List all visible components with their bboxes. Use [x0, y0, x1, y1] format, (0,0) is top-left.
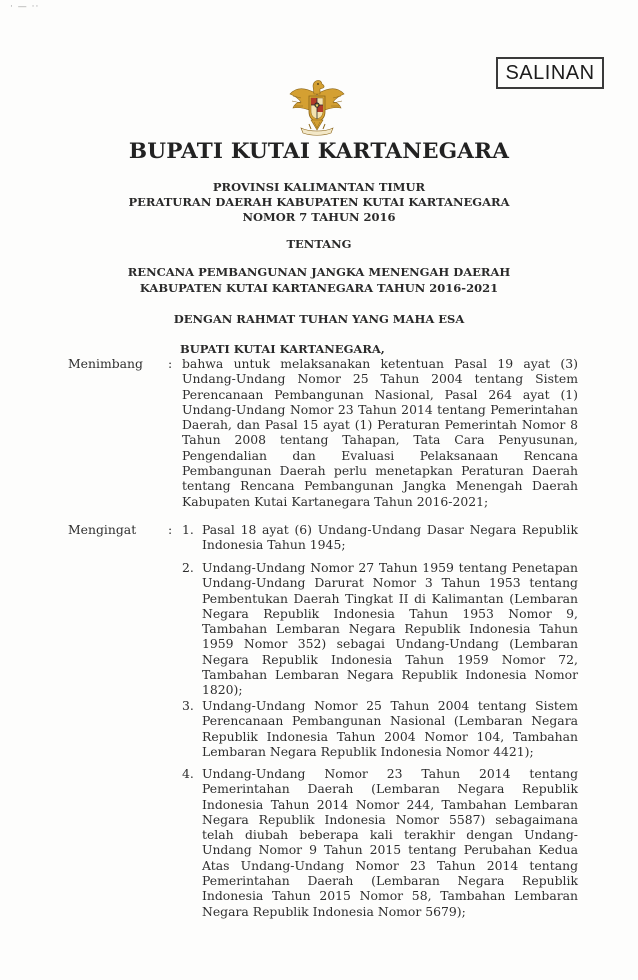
mengingat-item-text: Undang-Undang Nomor 23 Tahun 2014 tentang Pemerintahan Daerah (Lembaran Negara Republik Indonesia Tahun 2014 Nomor 244, Tambahan Lembaran Negara Republik Indonesia Nomor 5587) sebagaimana telah diubah beberapa kali terakhir dengan Undang-Undang Nomor 9 Tahun 2015 tentang Perubahan Kedua Atas Undang-Undang Nomor 23 Tahun 2014 tentang Pemerintahan Daerah (Lembaran Negara Republik Indonesia Tahun 2015 Nomor 58, Tambahan Lembaran Negara Republik Indonesia Nomor 5679); — [202, 766, 578, 919]
mengingat-item-number: 2. — [182, 560, 194, 575]
enacting-authority: BUPATI KUTAI KARTANEGARA, — [180, 342, 385, 356]
mengingat-item-number: 3. — [182, 698, 194, 713]
regulation-number-heading: NOMOR 7 TAHUN 2016 — [242, 210, 396, 224]
invocation-heading: DENGAN RAHMAT TUHAN YANG MAHA ESA — [173, 312, 465, 326]
menimbang-text: bahwa untuk melaksanakan ketentuan Pasal 19 ayat (3) Undang-Undang Nomor 25 Tahun 2004 tentang Sistem Perencanaan Pembangunan Nasional, Pasal 264 ayat (1) Undang-Undang Nomor 23 Tahun 2014 tentang Pemerintahan Daerah, dan Pasal 15 ayat (1) Peraturan Pemerintah Nomor 8 Tahun 2008 tentang Tahapan, Tata Cara Penyusunan, Pengendalian dan Evaluasi Pelaksanaan Rencana Pembangunan Daerah perlu menetapkan Peraturan Daerah tentang Rencana Pembangunan Jangka Menengah Daerah Kabupaten Kutai Kartanegara Tahun 2016-2021; — [182, 356, 578, 509]
mengingat-item-text: Pasal 18 ayat (6) Undang-Undang Dasar Negara Republik Indonesia Tahun 1945; — [202, 522, 578, 553]
mengingat-item-text: Undang-Undang Nomor 25 Tahun 2004 tentang Sistem Perencanaan Pembangunan Nasional (Lembaran Negara Republik Indonesia Tahun 2004 Nomor 104, Tambahan Lembaran Negara Republik Indonesia Nomor 4421); — [202, 698, 578, 759]
subject-heading-line2: KABUPATEN KUTAI KARTANEGARA TAHUN 2016-2021 — [139, 281, 499, 295]
mengingat-colon: : — [168, 522, 173, 537]
mengingat-item-number: 1. — [182, 522, 194, 537]
mengingat-label: Mengingat — [68, 522, 137, 537]
mengingat-item-text: Undang-Undang Nomor 27 Tahun 1959 tentang Penetapan Undang-Undang Darurat Nomor 3 Tahun 1953 tentang Pembentukan Daerah Tingkat II di Kalimantan (Lembaran Negara Republik Indonesia Tahun 1953 Nomor 9, Tambahan Lembaran Negara Republik Indonesia Tahun 1959 Nomor 352) sebagai Undang-Undang (Lembaran Negara Republik Indonesia Tahun 1959 Nomor 72, Tambahan Lembaran Negara Republik Indonesia Nomor 1820); — [202, 560, 578, 698]
about-heading: TENTANG — [286, 237, 352, 251]
menimbang-label: Menimbang — [68, 356, 143, 371]
salinan-stamp: SALINAN — [496, 57, 604, 89]
regulation-type-heading: PERATURAN DAERAH KABUPATEN KUTAI KARTANEGARA — [128, 195, 510, 209]
garuda-emblem-icon — [287, 74, 347, 138]
province-heading: PROVINSI KALIMANTAN TIMUR — [212, 180, 426, 194]
regent-title: BUPATI KUTAI KARTANEGARA — [128, 139, 510, 164]
menimbang-colon: : — [168, 356, 173, 371]
scan-corner-mark: · — ·· — [10, 2, 40, 12]
mengingat-item-number: 4. — [182, 766, 194, 781]
subject-heading-line1: RENCANA PEMBANGUNAN JANGKA MENENGAH DAERAH — [127, 265, 511, 279]
